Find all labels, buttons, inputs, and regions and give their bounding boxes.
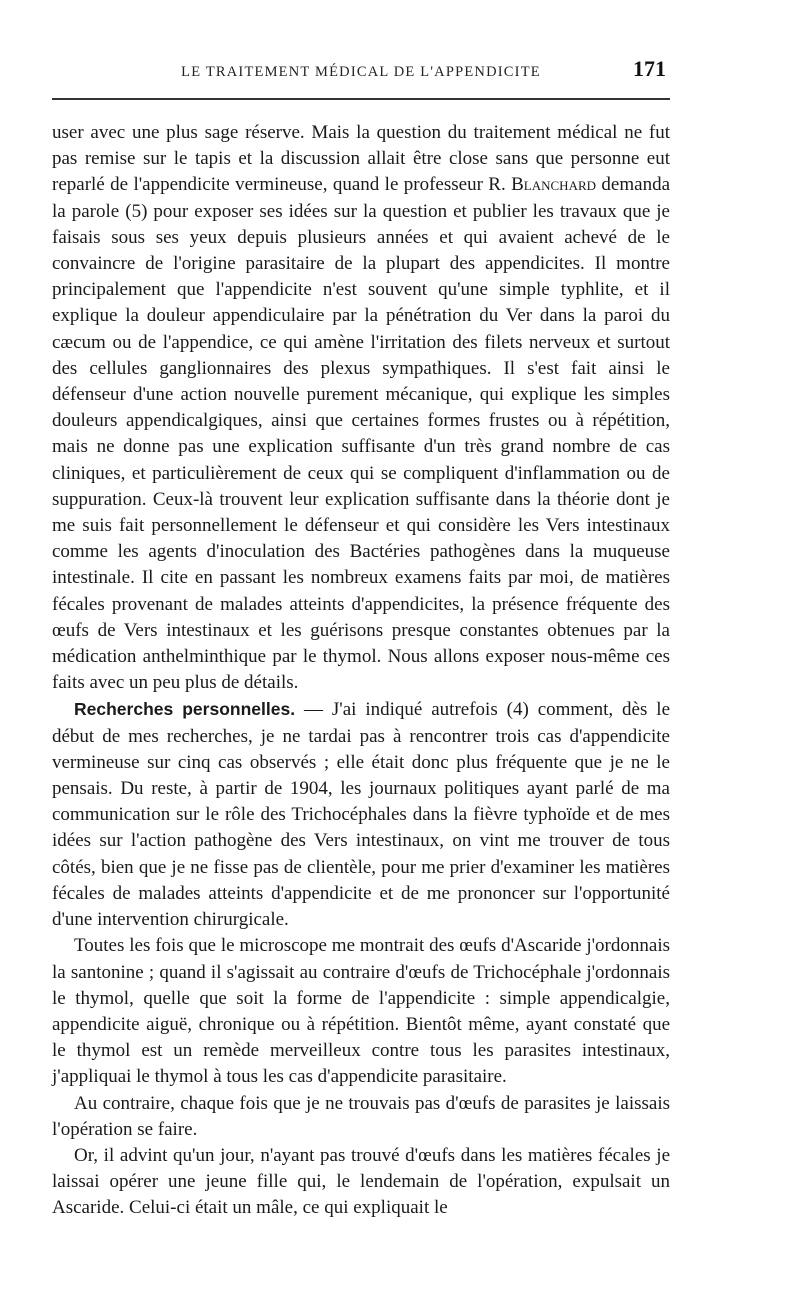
paragraph-2-text: — J'ai indiqué autrefois (4) comment, dès le début de mes recherches, je ne tardai pas à rencontrer trois cas d'appendicite vermineuse sur cinq cas observés ; elle était donc plus fréquente que je ne le pensais. Du reste, à partir de 1904, les journaux politiques ayant parlé de ma communication sur le rôle des Trichocéphales dans la fièvre typhoïde et de mes idées sur l'action pathogène des Vers intestinaux, on vint me trouver de tous côtés, bien que je ne fisse pas de clientèle, pour me prier d'examiner les matières fécales de malades atteints d'appendicite et de me prononcer sur l'opportunité d'une intervention chirurgicale. <box>52 699 671 931</box>
paragraph-1-text-start: user avec une plus sage réserve. Mais la question du traitement médical ne fut pas remise sur le tapis et la discussion allait être close sans que personne eut reparlé de l'appendicite vermineuse, quand le professeur R. <box>52 122 670 196</box>
paragraph-1 <box>52 120 670 696</box>
paragraph-5: Or, il advint qu'un jour, n'ayant pas trouvé d'œufs dans les matières fécales je laissai opérer une jeune fille qui, le lendemain de l'opération, expulsait un Ascaride. Celui-ci était un mâle, ce qui expliquait le <box>52 1144 670 1219</box>
body-text <box>52 120 670 1222</box>
page-header <box>52 0 670 100</box>
paragraph-1-text-end: demanda la parole (5) pour exposer ses idées sur la question et publier les travaux que je faisais sous ses yeux depuis plusieurs années et qui avaient achevé de le convaincre de l'origine parasitaire de la plupart des appendicites. Il montre principalement que l'appendicite n'est souvent qu'une simple typhlite, et il explique la douleur appendiculaire par la pénétration du Ver dans la paroi du cæcum ou de l'appendice, ce qui amène l'irritation des filets nerveux et surtout des cellules ganglionnaires des plexus sympathiques. Il s'est fait ainsi le défenseur d'une action nouvelle purement mécanique, qui explique les simples douleurs appendicalgiques, ainsi que certaines formes frustes ou à répétition, mais ne donne pas une explication suffisante d'un très grand nombre de cas cliniques, et particulièrement de ceux qui se compliquent d'inflammation ou de suppuration. Ceux-là trouvent leur explication suffisante dans la théorie dont je me suis fait personnellement le défenseur et qui considère les Vers intestinaux comme les agents d'inoculation des Bactéries pathogènes dans la muqueuse intestinale. Il cite en passant les nombreux examens faits par moi, de matières fécales provenant de malades atteints d'appendicites, la présence fréquente des œufs de Vers intestinaux et les guérisons presque constantes obtenues par la médication anthelminthique par le thymol. Nous allons exposer nous-même ces faits avec un peu plus de détails. <box>52 174 671 694</box>
paragraph-4: Au contraire, chaque fois que je ne trouvais pas d'œufs de parasites je laissais l'opération se faire. <box>52 1092 670 1140</box>
section-heading: Recherches personnelles. <box>74 699 296 720</box>
paragraph-2 <box>52 696 670 933</box>
header-rule <box>52 98 670 100</box>
author-name: Blanchard <box>511 174 597 196</box>
page-number: 171 <box>633 56 666 81</box>
paragraph-3: Toutes les fois que le microscope me montrait des œufs d'Ascaride j'ordonnais la santonine ; quand il s'agissait au contraire d'œufs de Trichocéphale j'ordonnais le thymol, quelle que soit la forme de l'appendicite : simple appendicalgie, appendicite aiguë, chronique ou à répétition. Bientôt même, ayant constaté que le thymol est un remède merveilleux contre tous les parasites intestinaux, j'appliquai le thymol à tous les cas d'appendicite parasitaire. <box>52 935 670 1088</box>
book-page <box>52 0 671 1219</box>
running-title: LE TRAITEMENT MÉDICAL DE L'APPENDICITE <box>181 64 541 80</box>
